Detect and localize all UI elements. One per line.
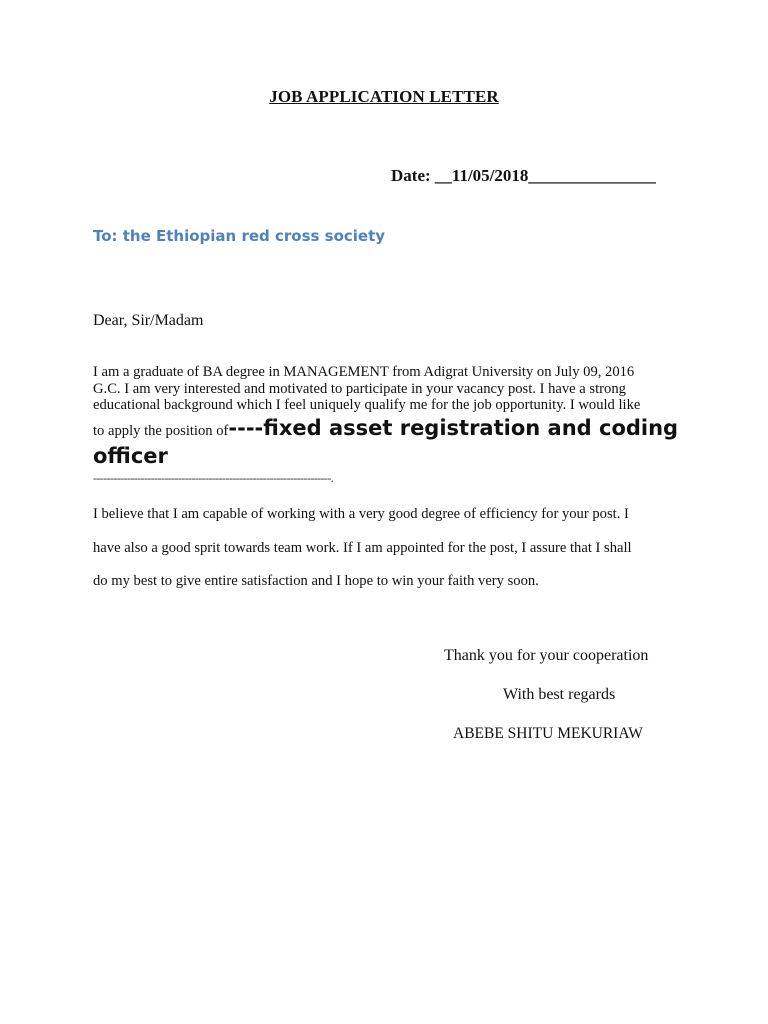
paragraph-capability-line-1: I believe that I am capable of working with a very good degree of efficiency for your post. I [93, 506, 629, 522]
letter-title: JOB APPLICATION LETTER [269, 87, 499, 106]
date-line: Date: __11/05/2018_______________ [391, 166, 656, 185]
paragraph-intro-line-2: G.C. I am very interested and motivated to participate in your vacancy post. I have a strong [93, 380, 626, 397]
paragraph-capability [93, 506, 678, 607]
salutation: Dear, Sir/Madam [93, 312, 204, 329]
position-title-part-2: officer [93, 444, 168, 468]
signer-name: ABEBE SHITU MEKURIAW [453, 725, 643, 742]
apply-position-line [93, 416, 693, 440]
closing-thanks: Thank you for your cooperation [444, 647, 649, 664]
dashed-separator: ----------------------------------------------------------------------. [93, 471, 334, 485]
position-title-part-1: ----fixed asset registration and coding [228, 416, 679, 440]
paragraph-capability-line-3: do my best to give entire satisfaction and I hope to win your faith very soon. [93, 573, 539, 589]
recipient-line: To: the Ethiopian red cross society [93, 227, 386, 245]
closing-regards: With best regards [503, 686, 616, 703]
paragraph-intro [93, 364, 678, 414]
apply-lead-text: to apply the position of [93, 423, 229, 439]
paragraph-intro-line-3: educational background which I feel uniquely qualify me for the job opportunity. I would like [93, 397, 641, 413]
paragraph-intro-line-1: I am a graduate of BA degree in MANAGEMENT from Adigrat University on July 09, 2016 [93, 364, 635, 380]
paragraph-capability-line-2: have also a good sprit towards team work. If I am appointed for the post, I assure that I shall [93, 539, 632, 556]
